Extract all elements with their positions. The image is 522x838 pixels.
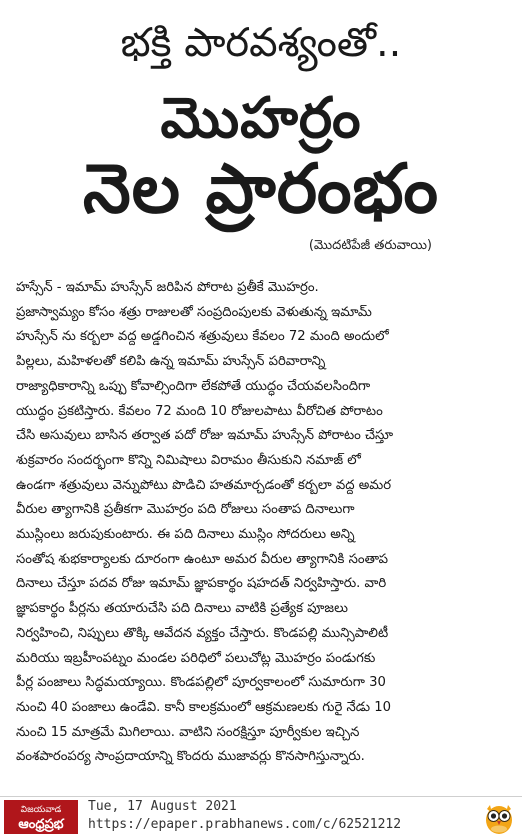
clip-url[interactable]: https://epaper.prabhanews.com/c/62521212	[88, 817, 402, 832]
article-line: శుక్రవారం సందర్భంగా కొన్ని నిమిషాలు విరామం తీసుకుని నమాజ్ లో	[16, 452, 361, 468]
publication-date: Tue, 17 August 2021	[88, 799, 237, 814]
logo-edition: విజయవాడ	[20, 805, 62, 815]
epaper-footer	[0, 796, 522, 838]
article-line: నుంచి 40 పంజాలు ఉండేవి. కానీ కాలక్రమంలో ఆక్రమణలకు గురై నేడు 10	[16, 699, 392, 715]
article-line: జ్ఞాపకార్థం పీర్లను తయారుచేసి పది దినాలు వాటికి ప్రత్యేక పూజలు	[16, 601, 348, 617]
article-line: రాజ్యాధికారాన్ని ఒప్పు కోవాల్సిందిగా లేకపోతే యుద్ధం చేయవలసిందిగా	[16, 378, 371, 394]
article-line: వీరుల త్యాగానికి ప్రతీకగా మొహర్రం పది రోజులు సంతాప దినాలుగా	[16, 502, 355, 518]
article-body	[16, 276, 512, 770]
headline-line-3: నెల ప్రారంభం	[82, 150, 439, 229]
publication-logo[interactable]	[4, 800, 78, 834]
article-line: దినాలు చేస్తూ పదవ రోజు ఇమామ్ జ్ఞాపకార్థం షహదత్ నిర్వహిస్తారు. వారి	[16, 576, 387, 592]
logo-title: ఆంధ్రప్రభ	[18, 817, 64, 832]
article-line: మరియు ఇబ్రహీంపట్నం మండల పరిధిలో పలుచోట్ల మొహర్రం పండుగకు	[16, 650, 376, 666]
article-line: ఉండగా శత్రువులు వెన్నుపోటు పొడిచి హతమార్చడంతో కర్బలా వద్ద అమర	[16, 477, 392, 493]
article-line: పీర్ల పంజాలు సిద్ధమయ్యాయి. కొండపల్లిలో పూర్వకాలంలో సుమారుగా 30	[16, 675, 386, 691]
headline-line-2: మొహర్రం	[160, 86, 362, 151]
article-line: నిర్వహించి, నిప్పులు తొక్కి ఆవేదన వ్యక్తం చేస్తారు. కొండపల్లి మున్సిపాలిటీ	[16, 625, 389, 641]
article-line: హస్సేన్ - ఇమామ్ హుస్సేన్ జరిపిన పోరాట ప్రతీకే మొహర్రం.	[16, 280, 319, 295]
article-line: పిల్లలు, మహిళలతో కలిపి ఉన్న ఇమామ్ హుస్సేన్ పరివారాన్ని	[16, 354, 326, 370]
headline-line-1: భక్తి పారవశ్యంతో..	[120, 20, 402, 66]
article-line: నుంచి 15 మాత్రమే మిగిలాయి. వాటిని సంరక్షిస్తూ పూర్వీకుల ఇచ్చిన	[16, 724, 360, 740]
owl-icon	[482, 801, 516, 835]
article-line: హుస్సేన్ ను కర్బలా వద్ద అడ్డగించిన శత్రువులు కేవలం 72 మంది అందులో	[16, 329, 389, 345]
article-line: యుద్ధం ప్రకటిస్తారు. కేవలం 72 మంది 10 రోజులపాటు వీరోచిత పోరాటం	[16, 403, 383, 419]
continued-note: (మొదటిపేజీ తరువాయి)	[308, 238, 432, 253]
article-line: సంతోష శుభకార్యాలకు దూరంగా ఉంటూ అమర వీరుల త్యాగానికి సంతాప	[16, 551, 388, 567]
article-line: చేసి అసువులు బాసిన తర్వాత పదో రోజు ఇమామ్ హుస్సేన్ పోరాటం చేస్తూ	[16, 428, 394, 444]
article-line: ముస్లింలు జరుపుకుంటారు. ఈ పది దినాలు ముస్లిం సోదరులు అన్ని	[16, 527, 355, 543]
article-line: ప్రజాస్వామ్యం కోసం శత్రు రాజులతో సంప్రదింపులకు వెళుతున్న ఇమామ్	[16, 304, 372, 320]
article-line: వంశపారంపర్య సాంప్రదాయాన్ని కొందరు ముజావర్లు కొనసాగిస్తున్నారు.	[16, 749, 365, 765]
